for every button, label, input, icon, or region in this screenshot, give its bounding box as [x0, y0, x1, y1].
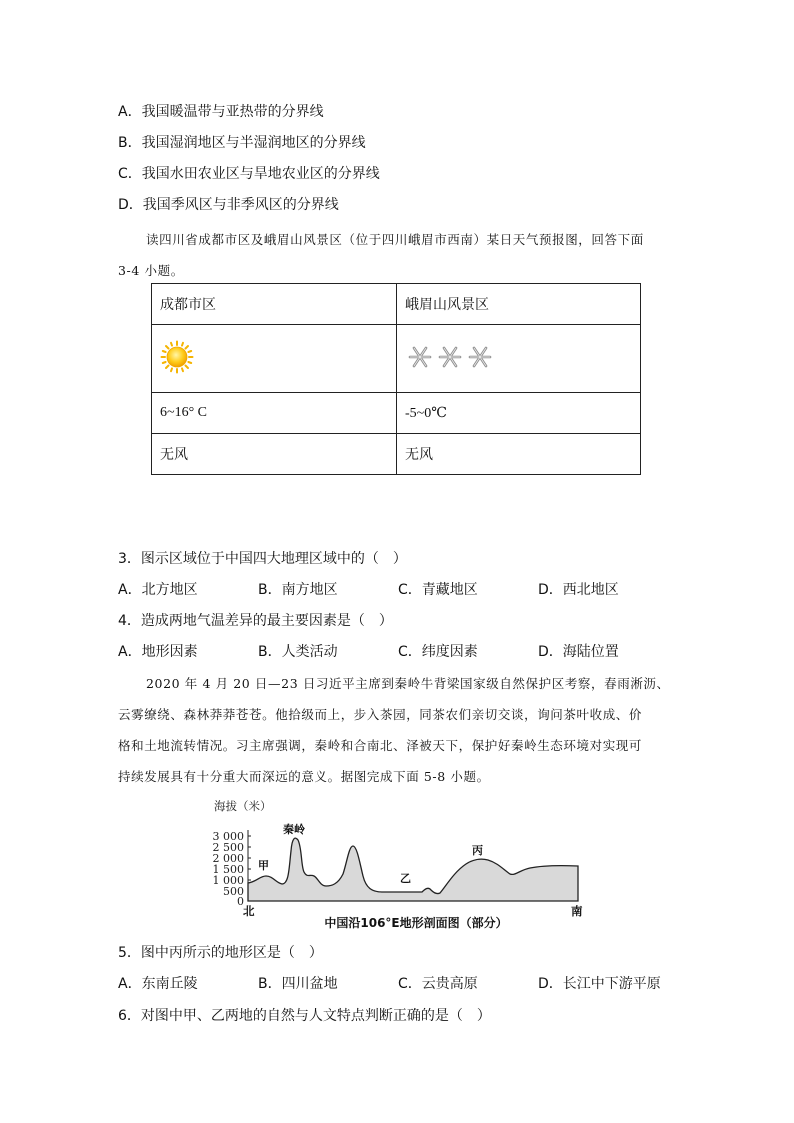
ytick-1500: 1 500: [212, 863, 244, 876]
q2-option-d: D．我国季风区与非季风区的分界线: [118, 197, 339, 213]
q4-option-a: A．地形因素: [118, 644, 198, 660]
weather-intro-line1: 读四川省成都市区及峨眉山风景区（位于四川峨眉市西南）某日天气预报图，回答下面: [146, 232, 644, 247]
ytick-0: 0: [237, 895, 244, 908]
q3-option-a: A．北方地区: [118, 582, 198, 598]
q4-option-d: D．海陆位置: [538, 644, 619, 660]
label-jia: 甲: [258, 859, 269, 872]
weather-intro: [118, 224, 678, 286]
terrain-profile-figure: [210, 796, 600, 936]
qinling-intro-line4: 持续发展具有十分重大而深远的意义。据图完成下面 5-8 小题。: [118, 769, 490, 784]
ytick-500: 500: [223, 885, 244, 898]
label-north: 北: [243, 904, 255, 918]
qinling-intro-line2: 云雾缭绕、森林莽莽苍苍。他拾级而上，步入茶园，同茶农们亲切交谈，询问茶叶收成、价: [118, 707, 643, 722]
wind-emeishan: 无风: [397, 434, 641, 475]
weather-intro-line2: 3-4 小题。: [118, 263, 184, 278]
q5-stem: 5．图中丙所示的地形区是（ ）: [118, 945, 323, 961]
table-row: [152, 325, 641, 393]
temp-emeishan: -5~0℃: [397, 393, 641, 434]
table-row: [152, 284, 641, 325]
q2-option-a: A．我国暖温带与亚热带的分界线: [118, 104, 324, 120]
q3-option-b: B．南方地区: [258, 582, 338, 598]
q3-stem: 3．图示区域位于中国四大地理区域中的（ ）: [118, 551, 407, 567]
temp-chengdu: 6~16° C: [152, 393, 397, 434]
qinling-intro-line1: 2020 年 4 月 20 日—23 日习近平主席到秦岭牛背梁国家级自然保护区考察，春雨淅沥、: [146, 676, 670, 691]
q2-option-b: B．我国湿润地区与半湿润地区的分界线: [118, 135, 366, 151]
ytick-3000: 3 000: [212, 830, 244, 843]
profile-caption: 中国沿106°E地形剖面图（部分）: [324, 916, 508, 930]
q4-stem: 4．造成两地气温差异的最主要因素是（ ）: [118, 613, 393, 629]
qinling-intro-line3: 格和土地流转情况。习主席强调，秦岭和合南北、泽被天下，保护好秦岭生态环境对实现可: [118, 738, 643, 753]
label-qinling: 秦岭: [283, 823, 305, 836]
qinling-intro: [118, 668, 678, 792]
table-row: [152, 434, 641, 475]
q4-option-b: B．人类活动: [258, 644, 338, 660]
wind-chengdu: 无风: [152, 434, 397, 475]
q4-option-c: C．纬度因素: [398, 644, 478, 660]
ytick-2500: 2 500: [212, 841, 244, 854]
q5-option-b: B．四川盆地: [258, 976, 338, 992]
q5-option-a: A．东南丘陵: [118, 976, 198, 992]
q5-options: [118, 974, 678, 994]
q5-option-d: D．长江中下游平原: [538, 976, 661, 992]
q3-options: [118, 580, 678, 600]
ytick-2000: 2 000: [212, 852, 244, 865]
profile-ylabel: 海拔（米）: [214, 799, 272, 813]
snow-icon: [405, 342, 495, 372]
q3-option-c: C．青藏地区: [398, 582, 478, 598]
sun-icon: [160, 340, 194, 374]
header-emeishan: 峨眉山风景区: [397, 284, 641, 325]
q6-stem: 6．对图中甲、乙两地的自然与人文特点判断正确的是（ ）: [118, 1008, 491, 1024]
weather-table: [151, 283, 641, 475]
label-bing: 丙: [472, 844, 483, 857]
ytick-1000: 1 000: [212, 874, 244, 887]
q4-options: [118, 642, 678, 662]
q3-option-d: D．西北地区: [538, 582, 619, 598]
q5-option-c: C．云贵高原: [398, 976, 478, 992]
label-south: 南: [571, 904, 583, 918]
terrain-profile-area: [248, 838, 578, 901]
label-yi: 乙: [400, 872, 411, 885]
header-chengdu: 成都市区: [152, 284, 397, 325]
q2-option-c: C．我国水田农业区与旱地农业区的分界线: [118, 166, 380, 182]
table-row: [152, 393, 641, 434]
